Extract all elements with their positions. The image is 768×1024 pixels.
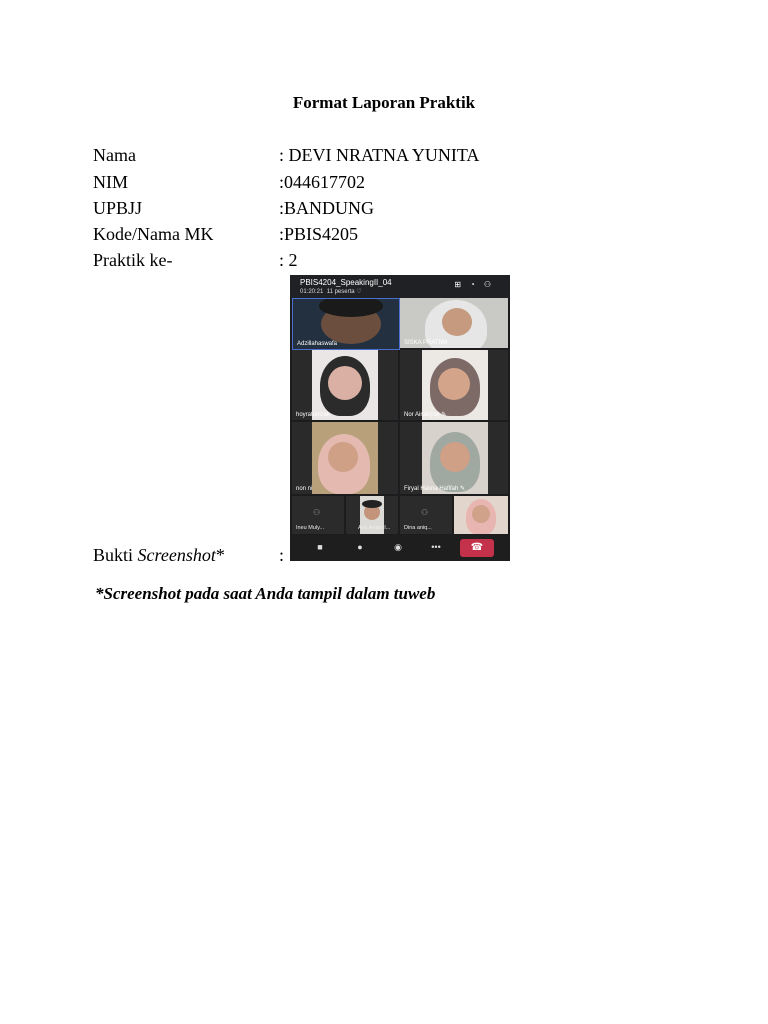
tile-name: Firyal Hasna Hafifah ✎	[404, 486, 466, 492]
mini-tile[interactable]	[400, 496, 452, 534]
video-tile[interactable]	[400, 298, 508, 348]
mini-tile-name: Ayu Ariani I...	[358, 525, 391, 531]
more-icon[interactable]: •••	[431, 542, 441, 552]
mini-tile[interactable]	[454, 496, 508, 534]
video-tile[interactable]	[400, 422, 508, 494]
meeting-screenshot	[290, 275, 510, 561]
phone-hangup-icon: ☎	[470, 542, 484, 553]
field-row-nama	[93, 144, 479, 166]
chat-icon: ◔	[469, 280, 484, 289]
evidence-label-suffix: *	[215, 545, 225, 565]
video-tile[interactable]	[292, 298, 400, 350]
field-label: UPBJJ	[93, 198, 143, 218]
tile-name: non ni	[296, 486, 313, 492]
camera-icon[interactable]: ■	[317, 542, 323, 552]
participant-face	[328, 366, 362, 400]
field-row-upbjj	[93, 197, 374, 219]
end-call-button[interactable]	[460, 539, 494, 557]
participant-face	[438, 368, 470, 400]
meeting-title: PBIS4204_SpeakingII_04	[300, 278, 392, 287]
field-label: Praktik ke-	[93, 250, 173, 270]
field-label: Kode/Nama MK	[93, 224, 214, 244]
tile-name: hoyratunizak	[296, 412, 331, 418]
grid-icon: ⊞	[454, 280, 470, 289]
field-value: :BANDUNG	[279, 198, 375, 218]
field-row-praktik	[93, 249, 298, 271]
call-controls	[290, 535, 510, 561]
evidence-label-italic: Screenshot	[137, 545, 216, 565]
person-icon: ⚇	[313, 508, 321, 517]
page-title: Format Laporan Praktik	[292, 93, 476, 112]
microphone-icon[interactable]: ●	[357, 542, 363, 552]
meeting-subtitle	[300, 288, 362, 295]
participant-hair	[362, 500, 382, 508]
participant-face	[328, 442, 358, 472]
field-label	[93, 544, 279, 566]
participant-face	[442, 308, 472, 336]
mini-tile[interactable]	[292, 496, 344, 534]
participant-face	[472, 505, 490, 523]
meeting-top-icons	[454, 280, 500, 289]
tile-name: Adzillahaswafa	[297, 341, 338, 347]
evidence-colon: :	[279, 545, 285, 565]
video-tile[interactable]	[292, 422, 398, 494]
field-label: NIM	[93, 172, 128, 192]
meeting-top-bar	[290, 275, 510, 298]
meeting-time: 01:20:21	[300, 289, 324, 295]
speaker-icon[interactable]: ◉	[394, 542, 402, 552]
video-tile[interactable]	[400, 350, 508, 420]
people-icon: ⚇	[483, 280, 500, 289]
field-label: Nama	[93, 145, 136, 165]
mini-tile[interactable]	[346, 496, 398, 534]
field-value: :PBIS4205	[279, 224, 359, 244]
mini-tile-name: Ineu Muly...	[296, 525, 325, 531]
evidence-label-plain: Bukti	[93, 545, 138, 565]
mini-tile-name: Dina aniq...	[404, 525, 432, 531]
participant-face	[440, 442, 470, 472]
tile-name: Nor Ainah(ra) ✎	[404, 412, 447, 418]
field-row-bukti	[93, 544, 284, 566]
person-icon: ⚇	[421, 508, 429, 517]
shield-icon: ♡	[356, 289, 362, 295]
field-row-nim	[93, 171, 365, 193]
field-row-kode-mk	[93, 223, 358, 245]
field-value: :044617702	[279, 172, 366, 192]
screenshot-note: *Screenshot pada saat Anda tampil dalam tuweb	[95, 584, 436, 603]
video-tile[interactable]	[292, 350, 398, 420]
field-value: : DEVI NRATNA YUNITA	[279, 145, 480, 165]
meeting-participants: 11 peserta	[326, 289, 355, 295]
tile-name: SISKA PRATIWI	[404, 340, 448, 346]
field-value: : 2	[279, 250, 298, 270]
